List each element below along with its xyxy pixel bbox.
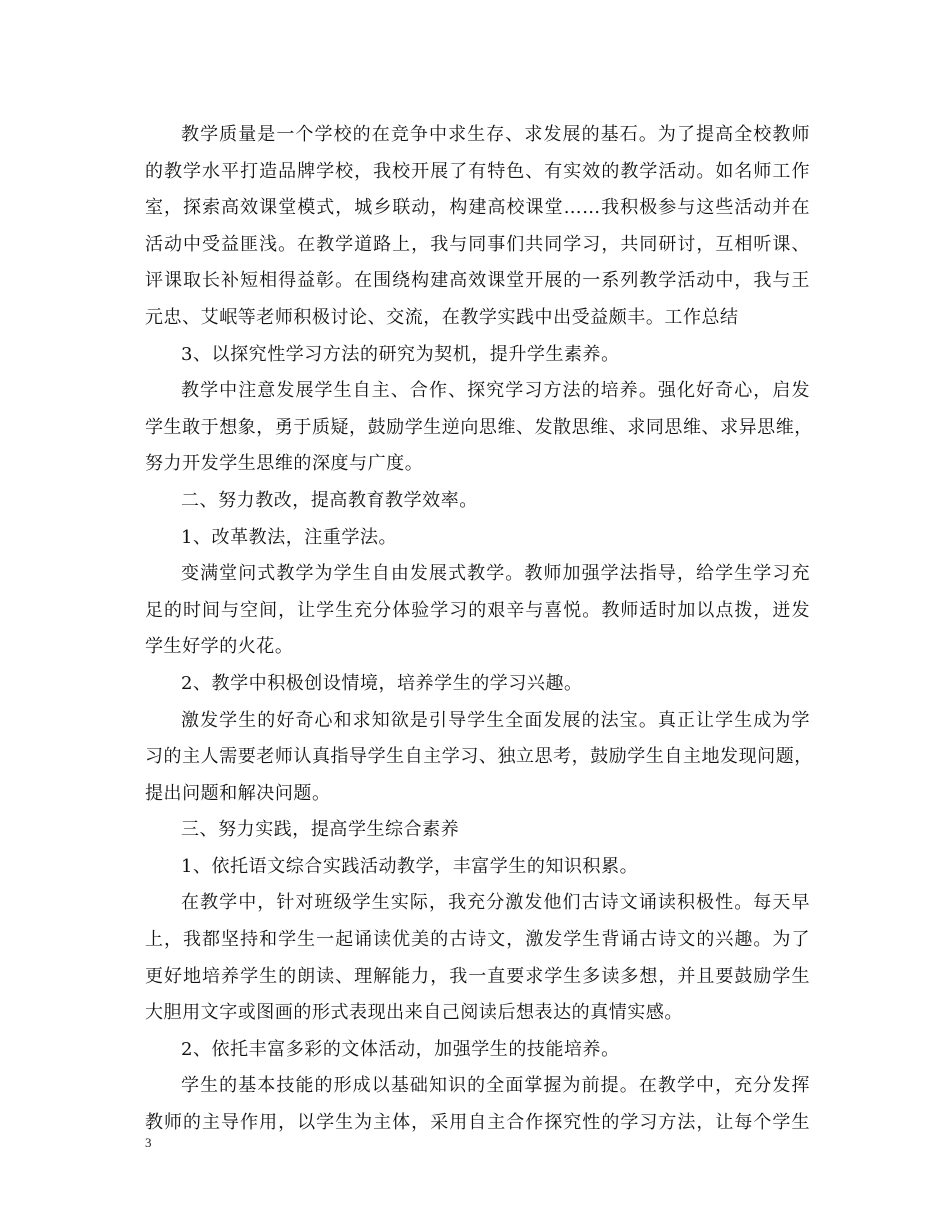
text-line: 足的时间与空间，让学生充分体验学习的艰辛与喜悦。教师适时加以点拨，迸发 — [145, 599, 810, 621]
text-line: 变满堂问式教学为学生自由发展式教学。教师加强学法指导，给学生学习充 — [181, 563, 810, 585]
text-line: 的教学水平打造品牌学校，我校开展了有特色、有实效的教学活动。如名师工作 — [145, 160, 810, 182]
text-line: 评课取长补短相得益彰。在围绕构建高效课堂开展的一系列教学活动中，我与王 — [145, 270, 810, 292]
page-number: 3 — [145, 1135, 152, 1150]
text-line: 努力开发学生思维的深度与广度。 — [145, 453, 424, 475]
text-line: 教学中注意发展学生自主、合作、探究学习方法的培养。强化好奇心，启发 — [181, 380, 810, 402]
text-line: 三、努力实践，提高学生综合素养 — [181, 819, 460, 841]
text-line: 上，我都坚持和学生一起诵读优美的古诗文，激发学生背诵古诗文的兴趣。为了 — [145, 929, 810, 951]
text-line: 习的主人需要老师认真指导学生自主学习、独立思考，鼓励学生自主地发现问题， — [145, 746, 813, 768]
text-line: 二、努力教改，提高教育教学效率。 — [181, 489, 478, 511]
text-line: 2、依托丰富多彩的文体活动，加强学生的技能培养。 — [181, 1038, 620, 1060]
text-line: 更好地培养学生的朗读、理解能力，我一直要求学生多读多想，并且要鼓励学生 — [145, 965, 810, 987]
text-line: 在教学中，针对班级学生实际，我充分激发他们古诗文诵读积极性。每天早 — [181, 892, 810, 914]
text-line: 教师的主导作用，以学生为主体，采用自主合作探究性的学习方法，让每个学生 — [145, 1112, 810, 1134]
text-line: 活动中受益匪浅。在教学道路上，我与同事们共同学习，共同研讨，互相听课、 — [145, 233, 810, 255]
text-line: 激发学生的好奇心和求知欲是引导学生全面发展的法宝。真正让学生成为学 — [181, 709, 810, 731]
document-body — [145, 117, 813, 1142]
text-line: 室，探索高效课堂模式，城乡联动，构建高校课堂……我积极参与这些活动并在 — [145, 197, 810, 219]
text-line: 3、以探究性学习方法的研究为契机，提升学生素养。 — [181, 343, 620, 365]
text-line: 元忠、艾岷等老师积极讨论、交流，在教学实践中出受益颇丰。工作总结 — [145, 306, 739, 328]
text-line: 学生的基本技能的形成以基础知识的全面掌握为前提。在教学中，充分发挥 — [181, 1075, 810, 1097]
text-line: 2、教学中积极创设情境，培养学生的学习兴趣。 — [181, 672, 583, 694]
text-line: 学生好学的火花。 — [145, 636, 294, 658]
text-line: 教学质量是一个学校的在竞争中求生存、求发展的基石。为了提高全校教师 — [181, 124, 810, 145]
text-line: 1、改革教法，注重学法。 — [181, 526, 398, 548]
text-line: 学生敢于想象，勇于质疑，鼓励学生逆向思维、发散思维、求同思维、求异思维， — [145, 416, 813, 438]
text-line: 大胆用文字或图画的形式表现出来自己阅读后想表达的真情实感。 — [145, 1002, 683, 1024]
text-line: 1、依托语文综合实践活动教学，丰富学生的知识积累。 — [181, 855, 639, 877]
text-line: 提出问题和解决问题。 — [145, 782, 331, 804]
